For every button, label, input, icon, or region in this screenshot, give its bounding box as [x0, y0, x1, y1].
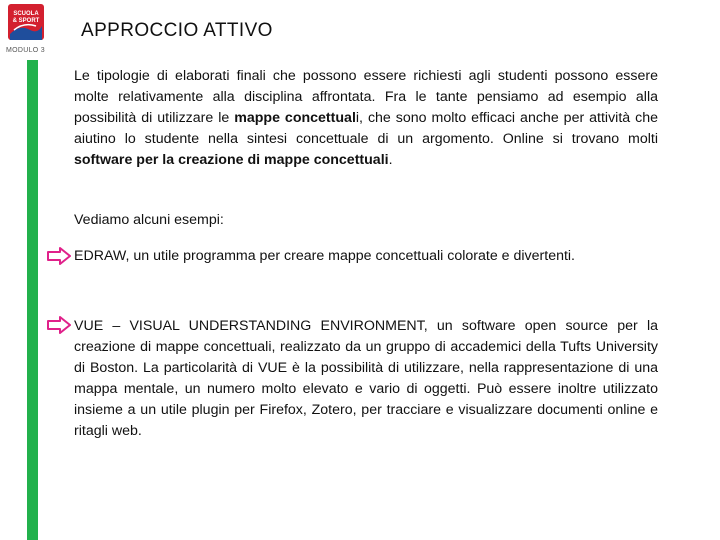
paragraph-bold-text: software per la creazione di mappe concettuali [74, 152, 389, 168]
page-title: APPROCCIO ATTIVO [81, 20, 273, 41]
slide-content [74, 66, 658, 439]
logo-text-line1: SCUOLA [13, 11, 39, 17]
green-side-bar [27, 60, 38, 540]
logo-text-line2: & SPORT [12, 18, 40, 24]
bullet-text: , un utile programma per creare mappe concettuali colorate e divertenti. [125, 248, 576, 264]
arrow-right-icon [46, 316, 72, 334]
list-item [74, 316, 658, 442]
bullet-text: , un software open source per la creazione di mappe concettuali, realizzato da un gruppo di accademici della Tufts University di Boston. La particolarità di VUE è la possibilità di utilizzare, nella rappresentazione di una mappa mentale, un numero molto elevato e vario di oggetti. Può essere inoltre utilizzato insieme a un utile plugin per Firefox, Zotero, per tracciare e visualizzare documenti online e ritagli web. [74, 318, 658, 439]
module-label: MODULO 3 [6, 47, 45, 54]
list-item [74, 246, 664, 267]
paragraph-text: . [388, 152, 393, 168]
scuola-sport-logo [8, 4, 44, 40]
paragraph-text: Le tipologie di elaborati finali che possono essere richiesti agli studenti possono essere molte relativamente alla disciplina affrontata. Fra le tante pensiamo ad esempio alla possibilità di utilizzare le [74, 68, 658, 126]
paragraph-bold-text: mappe concettual [234, 110, 356, 126]
intro-paragraph [74, 66, 658, 171]
paragraph-text: i, che sono molto efficaci anche per attività che aiutino lo studente nella sintesi concettuale di un argomento. Online si trovano molti [74, 110, 658, 147]
bullet-name: VUE – VISUAL UNDERSTANDING ENVIRONMENT [74, 318, 424, 334]
bullet-name: EDRAW [74, 248, 126, 264]
arrow-right-icon [46, 247, 72, 265]
examples-intro: Vediamo alcuni esempi: [74, 212, 224, 228]
